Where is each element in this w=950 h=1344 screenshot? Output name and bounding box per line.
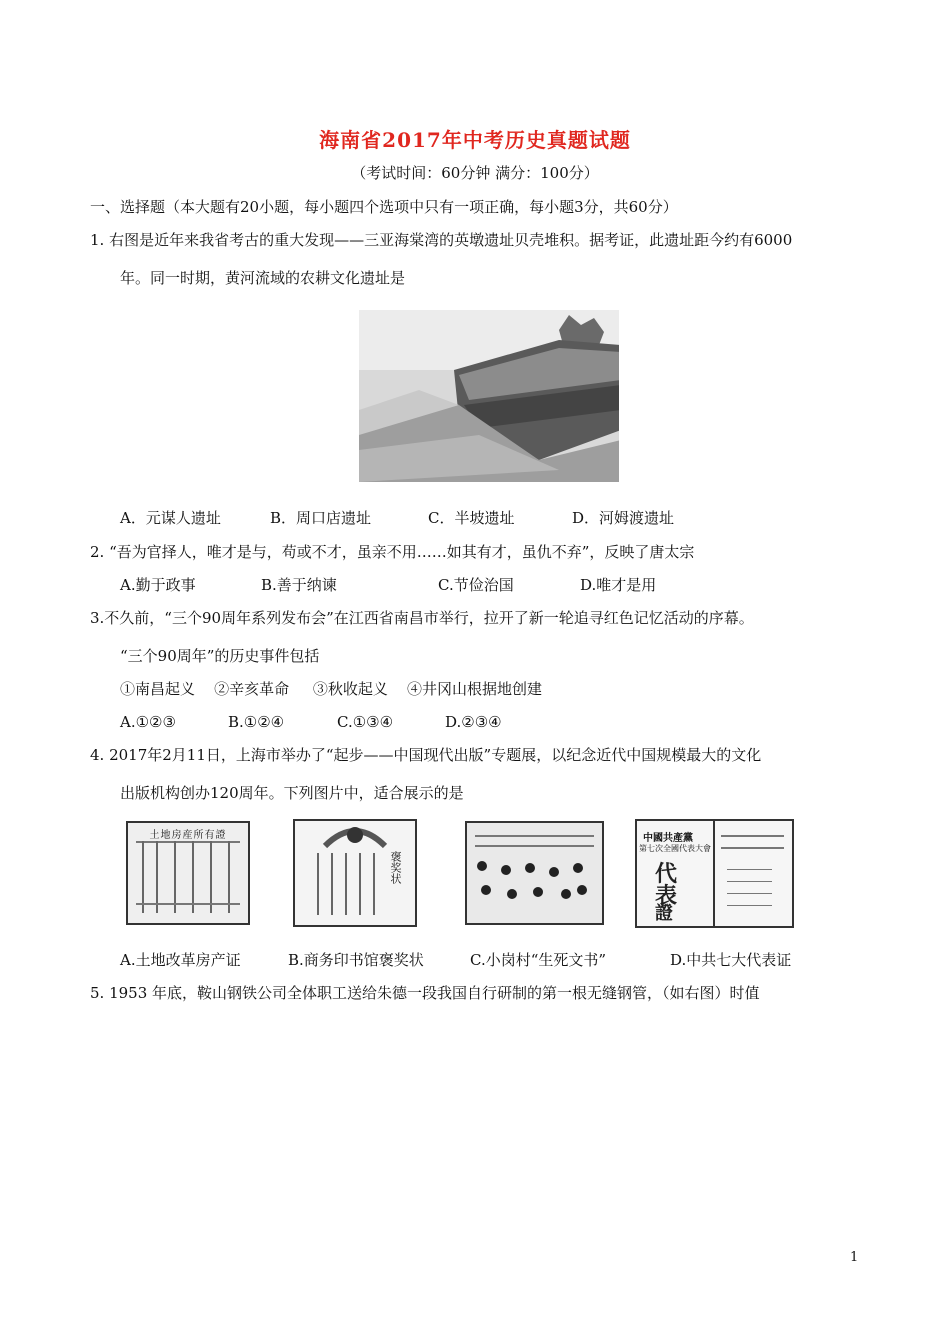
q1-line2: 年。同一时期，黄河流域的农耕文化遗址是 <box>120 269 406 287</box>
shell-midden-photo <box>359 310 619 482</box>
q3-option-a: A.①②③ <box>120 713 176 731</box>
q1-line1: 1. 右图是近年来我省考古的重大发现——三亚海棠湾的英墩遗址贝壳堆积。据考证，此遗址距今约有6000 <box>90 231 793 249</box>
delegate-card-char1: 代 <box>655 861 678 887</box>
award-certificate-image <box>293 819 417 927</box>
q2-option-c: C.节俭治国 <box>438 576 514 594</box>
q1-option-b: B．周口店遗址 <box>270 509 372 527</box>
section-heading: 一、选择题（本大题有20小题，每小题四个选项中只有一项正确，每小题3分，共60分） <box>90 198 678 216</box>
delegate-card-char2: 表 <box>655 883 678 909</box>
q4-option-c: C.小岗村“生死文书” <box>470 951 607 969</box>
q4-option-d: D.中共七大代表证 <box>670 951 792 969</box>
q2-option-a: A.勤于政事 <box>120 576 196 594</box>
q3-option-b: B.①②④ <box>228 713 285 731</box>
q1-option-d: D．河姆渡遗址 <box>572 509 675 527</box>
q3-option-c: C.①③④ <box>337 713 394 731</box>
q1-option-c: C．半坡遗址 <box>428 509 515 527</box>
delegate-card-image <box>635 819 794 928</box>
q4-option-b: B.商务印书馆褒奖状 <box>288 951 424 969</box>
q4-line1: 4. 2017年2月11日，上海市举办了“起步——中国现代出版”专题展，以纪念近代中国规模最大的文化 <box>90 746 762 764</box>
q4-option-a: A.土地改革房产证 <box>120 951 241 969</box>
q1-option-a: A．元谋人遗址 <box>120 509 221 527</box>
delegate-card-char3: 證 <box>655 903 673 924</box>
land-deed-caption: 土地房産所有證 <box>149 830 227 841</box>
xiaogang-document-image <box>465 821 604 925</box>
q3-line2: “三个90周年”的历史事件包括 <box>120 647 320 665</box>
page-number: 1 <box>850 1250 859 1265</box>
q2-line1: 2. “吾为官择人，唯才是与，苟或不才，虽亲不用……如其有才，虽仇不弃”，反映了唐太宗 <box>90 543 695 561</box>
award-certificate-caption: 褒奖状 <box>389 851 402 884</box>
land-deed-image <box>126 821 250 925</box>
delegate-card-congress: 第七次全國代表大會 <box>639 844 711 853</box>
q2-option-d: D.唯才是用 <box>580 576 657 594</box>
page-title: 海南省2017年中考历史真题试题 <box>319 128 631 152</box>
q4-line2: 出版机构创办120周年。下列图片中，适合展示的是 <box>120 784 464 802</box>
q2-option-b: B.善于纳谏 <box>261 576 337 594</box>
q3-items: ①南昌起义 ②辛亥革命 ③秋收起义 ④井冈山根据地创建 <box>120 680 542 698</box>
exam-info: （考试时间：60分钟 满分：100分） <box>351 164 599 182</box>
q5-line1: 5. 1953 年底，鞍山钢铁公司全体职工送给朱德一段我国自行研制的第一根无缝钢管，（如右图）时值 <box>90 984 760 1002</box>
q3-line1: 3.不久前，“三个90周年系列发布会”在江西省南昌市举行，拉开了新一轮追寻红色记忆活动的序幕。 <box>90 609 754 627</box>
q3-option-d: D.②③④ <box>445 713 502 731</box>
delegate-card-party: 中國共產黨 <box>643 833 693 844</box>
